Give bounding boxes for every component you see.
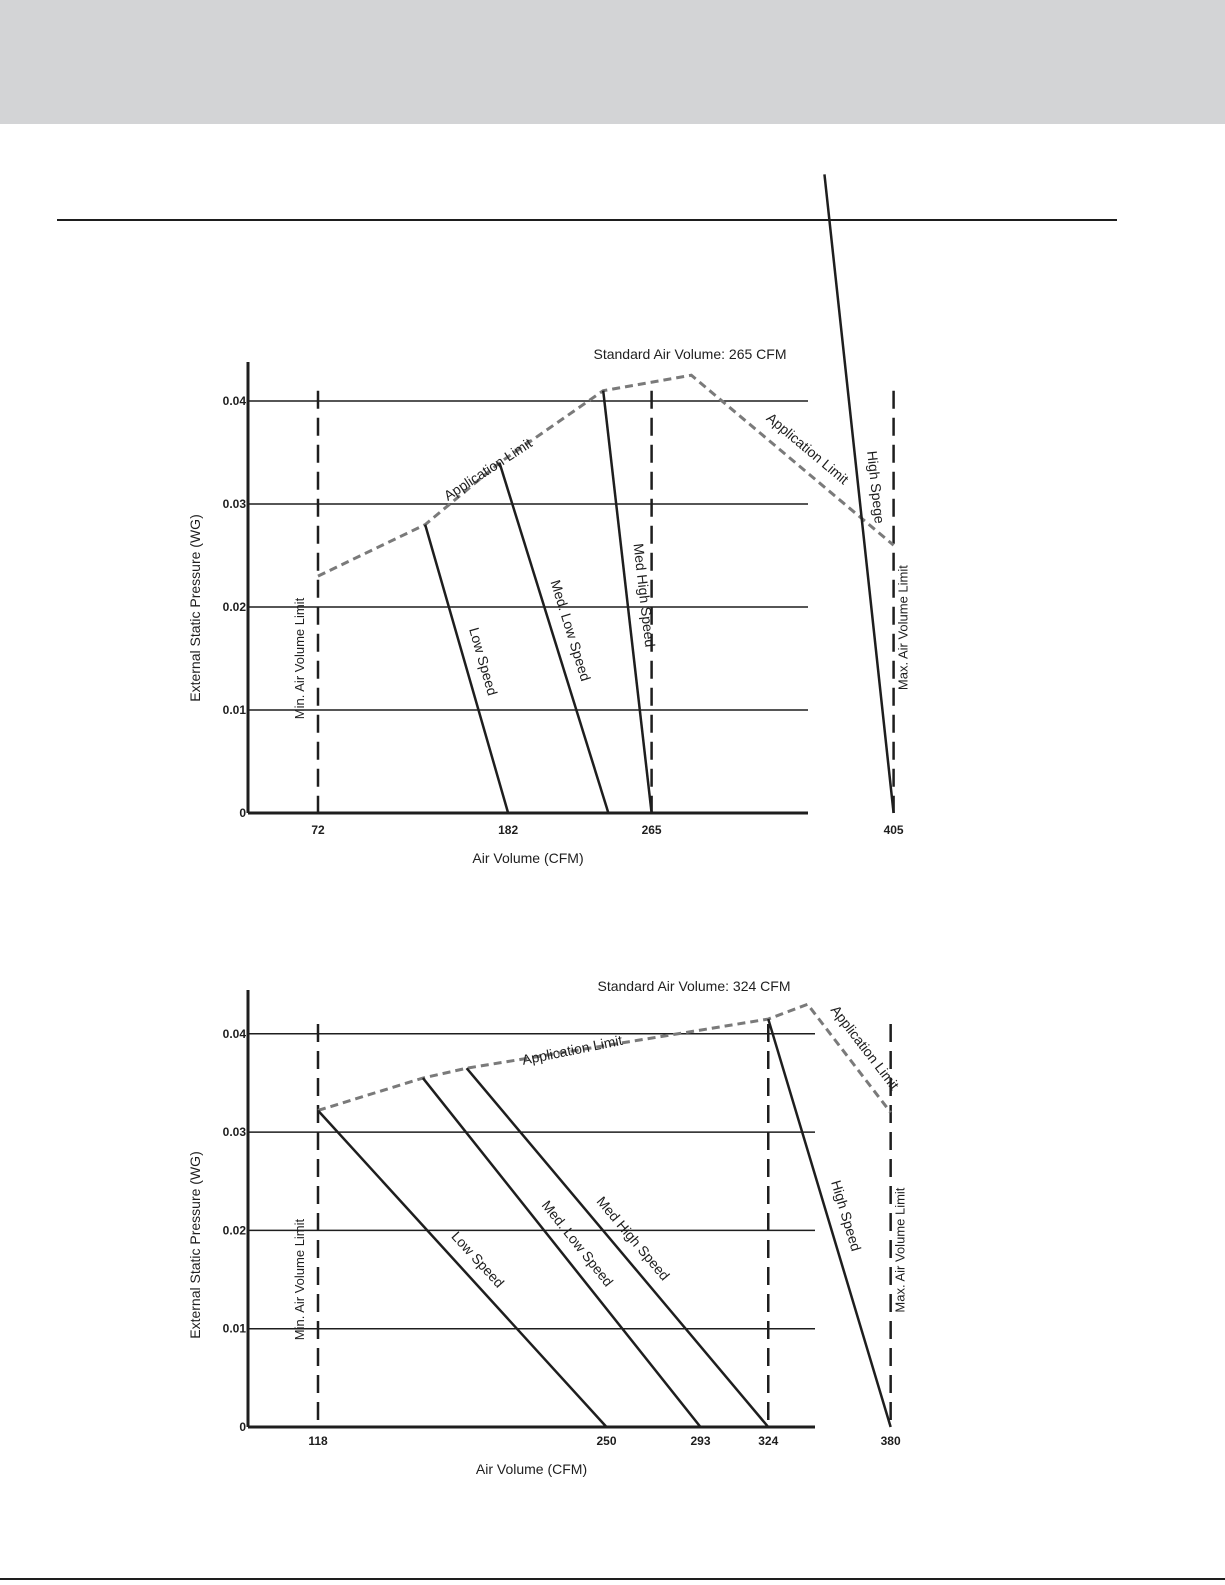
speed-line-3 (467, 1068, 769, 1427)
y-axis-label: External Static Pressure (WG) (187, 1151, 203, 1339)
y-tick-label: 0.04 (222, 394, 246, 408)
x-tick-label: 118 (308, 1434, 328, 1448)
y-tick-label: 0.04 (222, 1026, 246, 1041)
x-tick-label: 380 (880, 1434, 901, 1448)
speed-line-1 (425, 525, 508, 813)
header-rule (57, 219, 1117, 221)
speed-label: High Speed (828, 1178, 865, 1253)
y-tick-label: 0.01 (222, 1321, 246, 1336)
footer-rule (0, 1578, 1225, 1580)
speed-label: Low Speed (448, 1228, 508, 1291)
x-axis-label: Air Volume (CFM) (475, 1461, 588, 1477)
speed-label: Med. Low Speed (538, 1197, 617, 1290)
y-tick-label: 0.02 (222, 600, 246, 614)
chart-title: Standard Air Volume: 265 CFM (593, 346, 787, 362)
chart-title: Standard Air Volume: 324 CFM (597, 978, 791, 994)
application-limit-label-2: Application Limit (827, 1002, 903, 1093)
y-tick-label: 0.02 (222, 1223, 246, 1238)
max-limit-label: Max. Air Volume Limit (892, 1187, 908, 1313)
y-tick-label: 0 (239, 806, 246, 820)
y-tick-label: 0.03 (222, 1125, 246, 1140)
application-limit-label: Application Limit (520, 1031, 624, 1068)
application-limit-line (318, 1004, 891, 1112)
x-tick-label: 265 (641, 823, 662, 837)
speed-label: Med High Speed (630, 542, 659, 649)
x-tick-label: 72 (311, 823, 325, 837)
min-limit-label: Min. Air Volume Limit (292, 1218, 307, 1341)
x-tick-label: 182 (498, 823, 519, 837)
y-axis-label: External Static Pressure (WG) (187, 514, 203, 702)
speed-line-4 (768, 1019, 890, 1427)
speed-label: High Spege (864, 449, 888, 525)
fan-curve-chart-2 (0, 960, 1225, 1520)
min-limit-label: Min. Air Volume Limit (292, 597, 307, 720)
x-axis-label: Air Volume (CFM) (472, 850, 584, 866)
speed-label: Low Speed (466, 625, 501, 698)
y-tick-label: 0 (239, 1420, 246, 1434)
max-limit-label: Max. Air Volume Limit (895, 565, 911, 691)
y-tick-label: 0.03 (222, 497, 246, 511)
application-limit-label: Application Limit (440, 434, 535, 504)
x-tick-label: 293 (690, 1434, 711, 1448)
speed-line-2 (499, 463, 608, 813)
x-tick-label: 405 (883, 823, 904, 837)
speed-label: Med High Speed (593, 1193, 673, 1284)
speed-line-1 (318, 1110, 607, 1427)
y-tick-label: 0.01 (222, 703, 246, 717)
fan-curve-chart-1 (0, 320, 1225, 920)
speed-label: Med. Low Speed (547, 577, 594, 683)
header-band (0, 0, 1225, 124)
application-limit-label-2: Application Limit (763, 409, 852, 488)
x-tick-label: 250 (596, 1434, 617, 1448)
x-tick-label: 324 (758, 1434, 779, 1448)
